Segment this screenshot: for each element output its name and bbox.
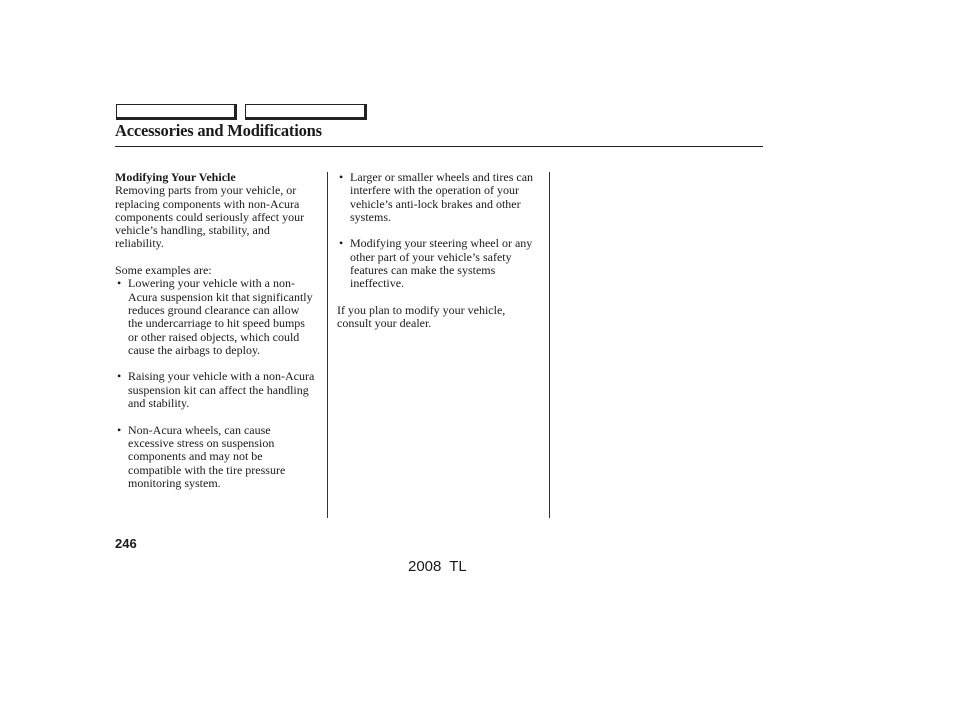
examples-list bbox=[115, 277, 315, 490]
list-item: • Larger or smaller wheels and tires can interfere with the operation of your vehicle’s anti-lock brakes and other systems. bbox=[337, 171, 542, 224]
section-heading: Modifying Your Vehicle bbox=[115, 170, 236, 184]
list-item: • Modifying your steering wheel or any other part of your vehicle’s safety features can make the systems ineffective. bbox=[337, 237, 542, 290]
list-item: • Raising your vehicle with a non-Acura suspension kit can affect the handling and stability. bbox=[115, 370, 315, 410]
column-middle bbox=[337, 171, 542, 331]
model-footer: 2008 TL bbox=[408, 558, 467, 575]
examples-list-continued bbox=[337, 171, 542, 291]
nav-tab-2[interactable] bbox=[245, 104, 367, 120]
column-divider bbox=[549, 172, 550, 518]
page-number: 246 bbox=[115, 536, 137, 551]
examples-label: Some examples are: bbox=[115, 263, 212, 278]
column-left bbox=[115, 171, 315, 490]
header-rule bbox=[115, 146, 763, 147]
column-divider bbox=[327, 172, 328, 518]
intro-paragraph: Removing parts from your vehicle, or replacing components with non-Acura components could seriously affect your vehicle’s handling, stability, and reliability. bbox=[115, 183, 305, 251]
section-title: Accessories and Modifications bbox=[115, 121, 322, 140]
list-item: • Non-Acura wheels, can cause excessive stress on suspension components and may not be compatible with the tire pressure monitoring system. bbox=[115, 424, 315, 490]
nav-tab-1[interactable] bbox=[116, 104, 237, 120]
closing-paragraph: If you plan to modify your vehicle, consult your dealer. bbox=[337, 302, 506, 331]
list-item: • Lowering your vehicle with a non-Acura suspension kit that significantly reduces ground clearance can allow the undercarriage to hit speed bumps or other raised objects, which could cause the airbags to deploy. bbox=[115, 277, 315, 357]
